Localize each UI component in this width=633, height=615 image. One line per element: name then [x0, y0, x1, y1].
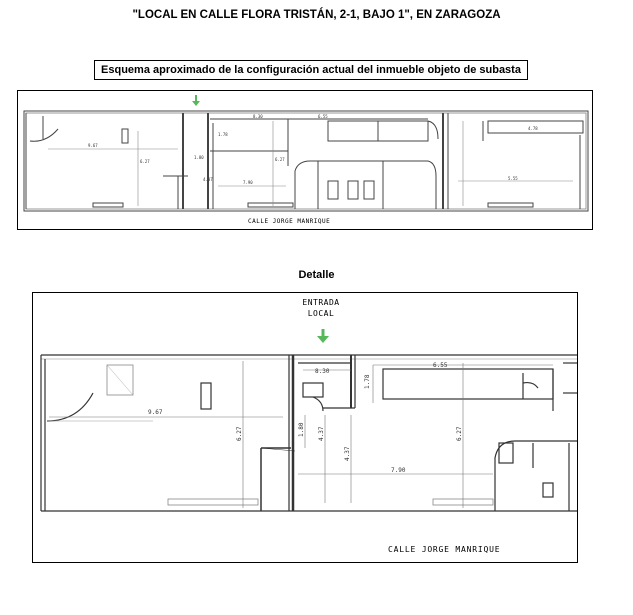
- detail-plan-drawing: [33, 293, 578, 563]
- detail-dim-width-left: 9.67: [148, 409, 163, 416]
- detail-dim-depth-far: 6.27: [456, 426, 463, 441]
- overview-plan-drawing: [18, 91, 594, 231]
- overview-dim-6: 8.30: [253, 114, 263, 119]
- detail-dim-depth-left: 6.27: [236, 426, 243, 441]
- schema-caption-box: [94, 60, 528, 80]
- overview-dim-1: 9.67: [88, 143, 98, 148]
- overview-entrance-arrow-icon: [192, 95, 200, 106]
- overview-dim-11: 4.78: [528, 126, 538, 131]
- detail-entrance-arrow-icon: [317, 329, 329, 343]
- overview-street-label: CALLE JORGE MANRIQUE: [248, 218, 331, 225]
- overview-dim-2: 6.27: [140, 159, 150, 164]
- detail-dim-width-mid: 7.90: [391, 467, 406, 474]
- schema-caption: Esquema aproximado de la configuración actual del inmueble objeto de subasta: [101, 64, 521, 76]
- detail-dim-vestibule: 1.80: [298, 422, 305, 437]
- detail-dim-right-top: 6.55: [433, 362, 448, 369]
- detail-dim-depth-mid: 4.37: [318, 426, 325, 441]
- detail-floor-plan: [32, 292, 578, 563]
- overview-floor-plan: [17, 90, 593, 230]
- detail-street-label: CALLE JORGE MANRIQUE: [388, 545, 501, 554]
- entrance-label-line2: LOCAL: [307, 309, 335, 318]
- overview-dim-10: 5.55: [508, 176, 518, 181]
- detail-dim-depth-right: 4.37: [344, 446, 351, 461]
- document-title: "LOCAL EN CALLE FLORA TRISTÁN, 2-1, BAJO 1", EN ZARAGOZA: [132, 9, 501, 21]
- overview-dim-7: 6.55: [318, 114, 328, 119]
- overview-dim-4: 1.80: [194, 155, 204, 160]
- overview-dim-3: 4.37: [203, 177, 213, 182]
- overview-dim-5: 7.90: [243, 180, 253, 185]
- entrance-label-line1: ENTRADA: [302, 298, 340, 307]
- detail-dim-vertical-small: 1.78: [364, 374, 371, 389]
- overview-dim-8: 1.78: [218, 132, 228, 137]
- entrance-label: [291, 297, 351, 319]
- detail-dim-entrance: 8.30: [315, 368, 330, 375]
- overview-dim-9: 6.27: [275, 157, 285, 162]
- detail-caption: Detalle: [298, 269, 335, 281]
